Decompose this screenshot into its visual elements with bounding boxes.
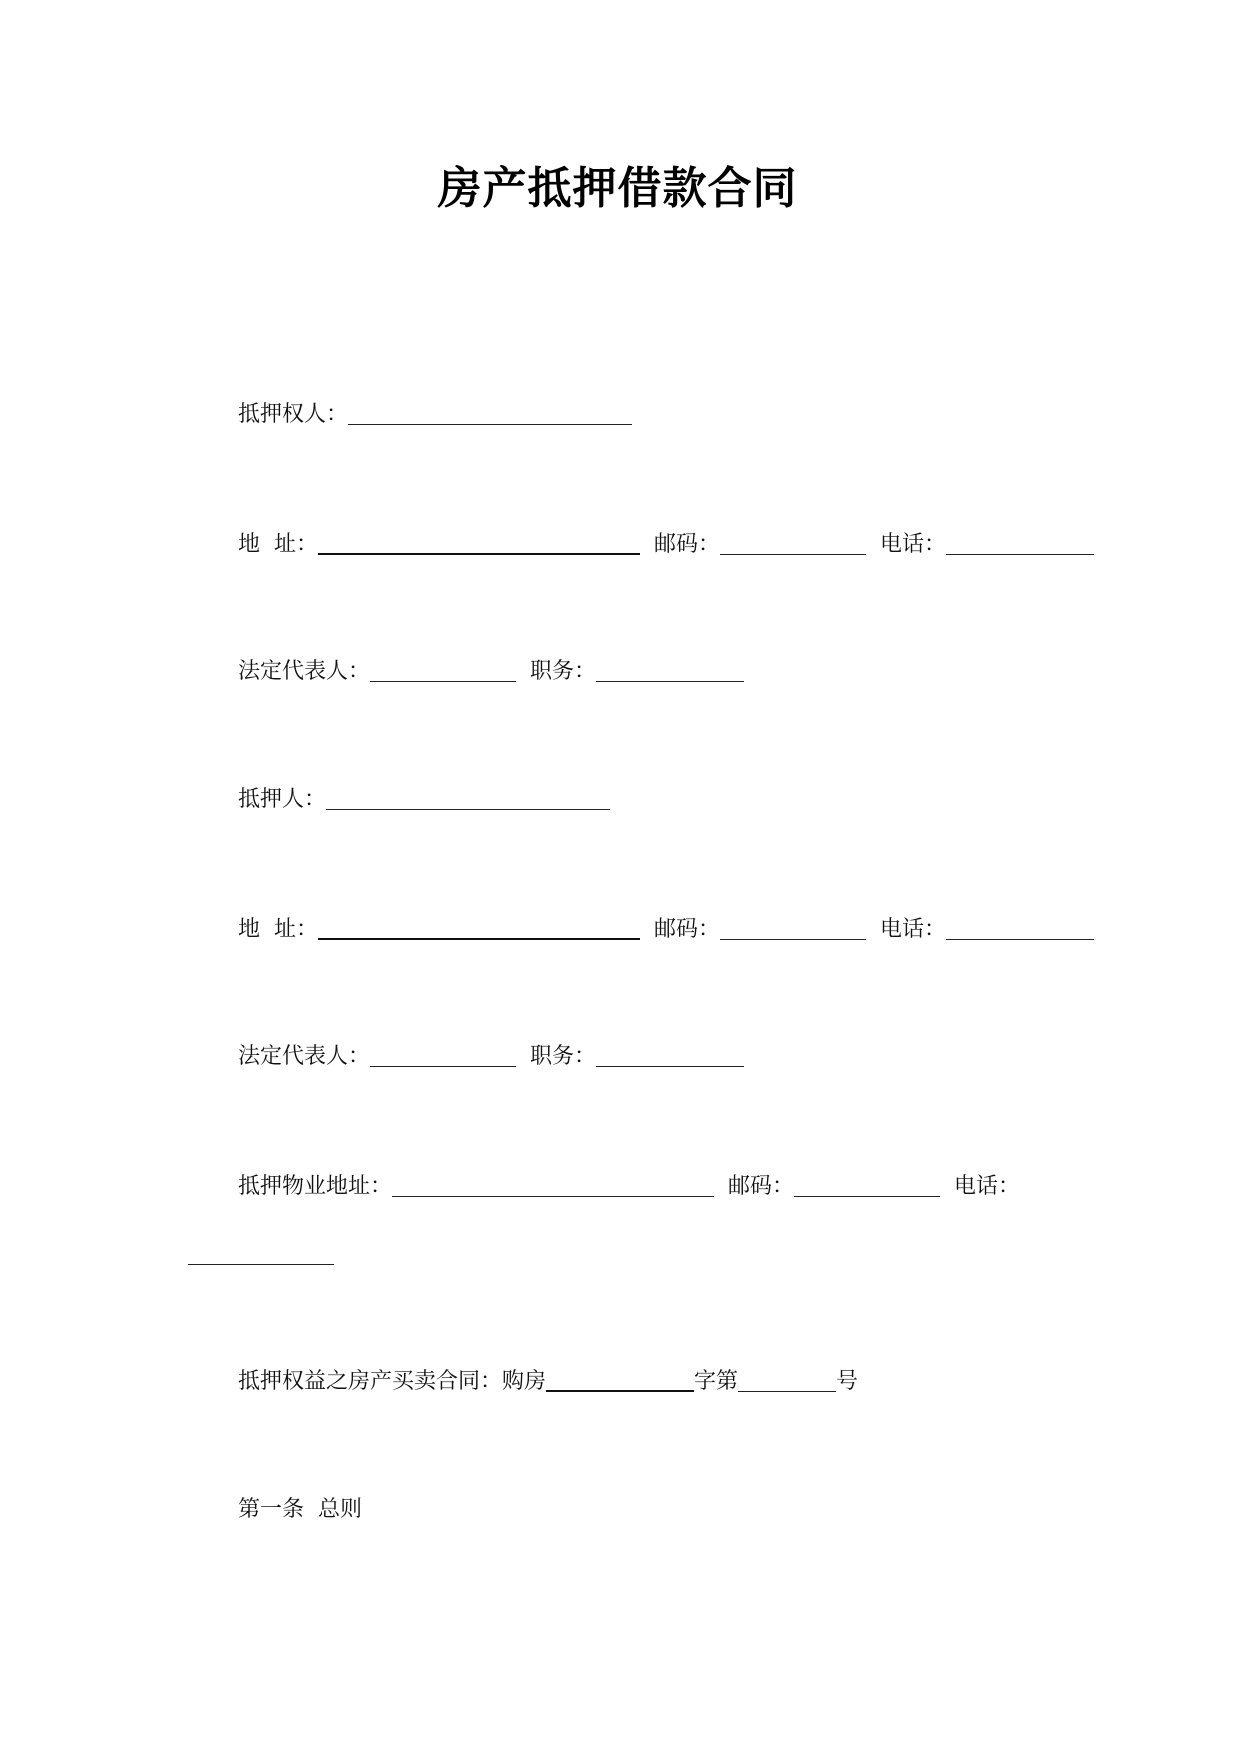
mortgagor-address-label: 地 址： [238,917,318,942]
property-address-label: 抵押物业地址： [238,1174,393,1199]
mortgagor-postcode-label: 邮码： [654,917,721,942]
contract-ref-word-blank[interactable] [546,1389,694,1392]
mortgagor-position-blank[interactable] [596,1065,744,1067]
property-phone-blank[interactable] [188,1263,334,1265]
property-address-blank[interactable] [392,1195,714,1197]
property-postcode-blank[interactable] [794,1195,940,1197]
mortgagee-label: 抵押权人： [238,402,349,427]
mortgagee-phone-label: 电话： [880,532,947,557]
mortgagor-label: 抵押人： [238,787,327,812]
mortgagee-postcode-label: 邮码： [654,532,721,557]
contract-ref-mid: 字第 [694,1369,739,1394]
mortgagee-rep-line [238,655,744,689]
mortgagee-address-label: 地 址： [238,532,318,557]
mortgagor-address-blank[interactable] [318,937,640,940]
mortgagor-position-label: 职务： [530,1044,597,1069]
contract-ref-number-blank[interactable] [738,1390,836,1392]
mortgagor-address-line [238,913,1094,947]
mortgagee-legal-rep-label: 法定代表人： [238,659,371,684]
mortgagor-rep-line [238,1040,744,1074]
contract-ref-prefix: 抵押权益之房产买卖合同：购房 [238,1369,547,1394]
property-phone-label: 电话： [954,1174,1021,1199]
mortgagee-blank[interactable] [348,423,632,425]
mortgagor-line [238,783,610,817]
mortgagee-legal-rep-blank[interactable] [370,680,516,682]
mortgagor-legal-rep-label: 法定代表人： [238,1044,371,1069]
property-address-line [238,1170,1020,1204]
mortgagee-position-label: 职务： [530,659,597,684]
contract-ref-suffix: 号 [836,1369,859,1394]
mortgagor-blank[interactable] [326,808,610,810]
mortgagee-address-line [238,528,1094,562]
mortgagee-address-blank[interactable] [318,552,640,555]
mortgagor-phone-blank[interactable] [946,938,1094,940]
article-1-heading: 第一条 总则 [238,1497,362,1522]
mortgagee-position-blank[interactable] [596,680,744,682]
property-phone-line [188,1238,334,1272]
mortgagor-postcode-blank[interactable] [720,938,866,940]
mortgagee-postcode-blank[interactable] [720,553,866,555]
mortgagee-line [238,398,632,432]
mortgagor-phone-label: 电话： [880,917,947,942]
property-postcode-label: 邮码： [728,1174,795,1199]
document-title: 房产抵押借款合同 [437,163,798,214]
mortgagor-legal-rep-blank[interactable] [370,1065,516,1067]
mortgagee-phone-blank[interactable] [946,553,1094,555]
contract-ref-line [238,1365,858,1399]
